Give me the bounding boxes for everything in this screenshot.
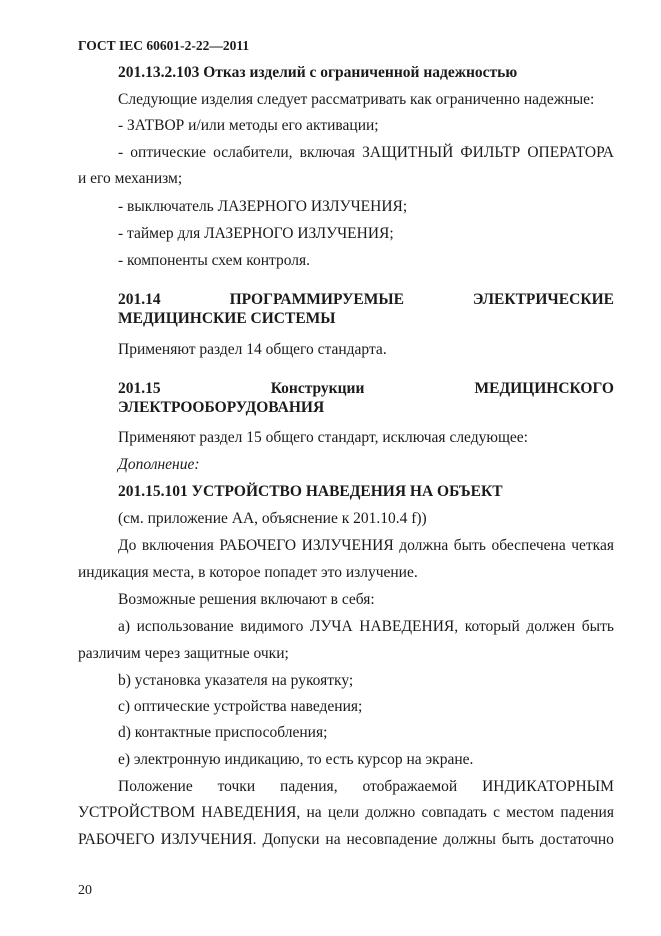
- word: совпадать: [421, 804, 487, 821]
- word: быть: [453, 537, 486, 554]
- word: на: [306, 804, 322, 821]
- word: оптические: [130, 144, 207, 161]
- document-header: ГОСТ IEC 60601-2-22—2011: [78, 38, 250, 53]
- section-heading: 201.13.2.103 Отказ изделий с ограниченной надежностью: [118, 64, 518, 81]
- word: несовпадение: [346, 831, 438, 848]
- word: ЛУЧА: [309, 618, 353, 635]
- list-item: d) контактные приспособления;: [118, 724, 328, 741]
- word: видимого: [240, 618, 304, 635]
- paragraph: Следующие изделия следует рассматривать как ограниченно надежные:: [118, 91, 595, 108]
- word: падения,: [280, 778, 338, 795]
- section-heading-justified-line: [118, 380, 614, 398]
- word: который: [464, 618, 520, 635]
- word: использование: [136, 618, 234, 635]
- word: точки: [217, 778, 256, 795]
- reference-note: (см. приложение АА, объяснение к 201.10.4 f)): [118, 510, 427, 527]
- word: ПРОГРАММИРУЕМЫЕ: [229, 291, 404, 308]
- list-item: c) оптические устройства наведения;: [118, 698, 363, 715]
- word: ослабители,: [213, 144, 293, 161]
- word: цели: [327, 804, 360, 821]
- word: -: [118, 144, 124, 161]
- list-item: - компоненты схем контроля.: [118, 252, 311, 269]
- word: быть: [501, 831, 534, 848]
- word: должен: [526, 618, 576, 635]
- word: четкая: [571, 537, 614, 554]
- section-heading: 201.15.101 УСТРОЙСТВО НАВЕДЕНИЯ НА ОБЪЕКТ: [118, 483, 503, 500]
- word: ИЗЛУЧЕНИЯ: [301, 537, 394, 554]
- word: НАВЕДЕНИЯ,: [201, 804, 301, 821]
- word: на: [325, 831, 341, 848]
- word: Допуски: [262, 831, 320, 848]
- word: ФИЛЬТР: [460, 144, 521, 161]
- word: быть: [581, 618, 614, 635]
- word: с: [493, 804, 501, 821]
- list-item: - таймер для ЛАЗЕРНОГО ИЗЛУЧЕНИЯ;: [118, 225, 394, 242]
- list-item-justified-line: [118, 618, 614, 636]
- word: РАБОЧЕГО: [219, 537, 297, 554]
- list-item: - выключатель ЛАЗЕРНОГО ИЗЛУЧЕНИЯ;: [118, 198, 408, 215]
- word: а): [118, 618, 131, 635]
- paragraph-continuation: индикация места, в которое попадет это излучение.: [78, 564, 418, 581]
- paragraph: Возможные решения включают в себя:: [118, 591, 375, 608]
- list-item: - ЗАТВОР и/или методы его активации;: [118, 117, 379, 134]
- word: До: [118, 537, 137, 554]
- page-number: 20: [78, 883, 92, 898]
- list-item: e) электронную индикацию, то есть курсор на экране.: [118, 751, 474, 768]
- word: НАВЕДЕНИЯ,: [359, 618, 459, 635]
- word: должна: [399, 537, 449, 554]
- section-heading-continuation: ЭЛЕКТРООБОРУДОВАНИЯ: [118, 399, 325, 416]
- addition-label: Дополнение:: [118, 456, 200, 473]
- paragraph-justified-line: [118, 778, 614, 796]
- paragraph-justified-line: [118, 537, 614, 555]
- word: включая: [299, 144, 356, 161]
- word: ЗАЩИТНЫЙ: [362, 144, 454, 161]
- list-item-continuation: и его механизм;: [78, 170, 183, 187]
- word: ОПЕРАТОРА: [527, 144, 614, 161]
- paragraph-justified-line: [78, 804, 614, 822]
- list-item-justified-line: [118, 144, 614, 162]
- word: местом: [506, 804, 555, 821]
- word: достаточно: [539, 831, 614, 848]
- word: 201.14: [118, 291, 161, 308]
- word: ИНДИКАТОРНЫМ: [482, 778, 614, 795]
- word: должны: [443, 831, 496, 848]
- word: падения: [560, 804, 614, 821]
- word: МЕДИЦИНСКОГО: [474, 380, 614, 397]
- paragraph: Применяют раздел 14 общего стандарта.: [118, 341, 387, 358]
- list-item-continuation: различим через защитные очки;: [78, 645, 289, 662]
- word: 201.15: [118, 380, 161, 397]
- word: УСТРОЙСТВОМ: [78, 804, 196, 821]
- word: включения: [141, 537, 214, 554]
- word: ЭЛЕКТРИЧЕСКИЕ: [472, 291, 614, 308]
- word: обеспечена: [491, 537, 566, 554]
- word: ИЗЛУЧЕНИЯ.: [160, 831, 257, 848]
- paragraph: Применяют раздел 15 общего стандарт, исключая следующее:: [118, 429, 528, 446]
- word: Положение: [118, 778, 193, 795]
- section-heading-continuation: МЕДИЦИНСКИЕ СИСТЕМЫ: [118, 310, 336, 327]
- section-heading-justified-line: [118, 291, 614, 309]
- paragraph-justified-line: [78, 831, 614, 849]
- word: должно: [365, 804, 416, 821]
- word: отображаемой: [362, 778, 458, 795]
- word: РАБОЧЕГО: [78, 831, 155, 848]
- list-item: b) установка указателя на рукоятку;: [118, 672, 354, 689]
- word: Конструкции: [270, 380, 365, 397]
